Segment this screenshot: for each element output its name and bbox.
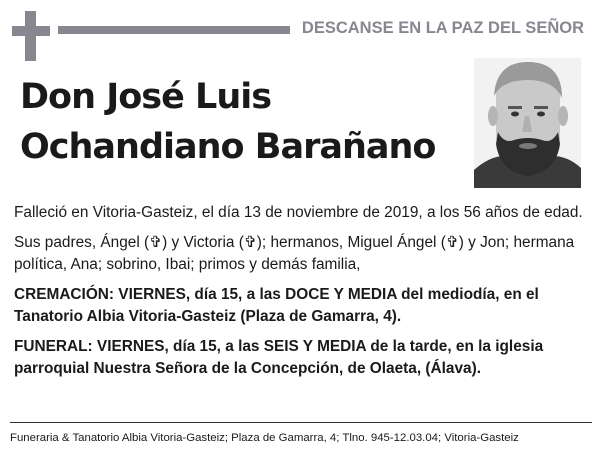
family-paragraph: Sus padres, Ángel (✞) y Victoria (✞); hermanos, Miguel Ángel (✞) y Jon; hermana política, Ana; sobrino, Ibai; primos y demás familia, <box>14 234 575 273</box>
cross-icon <box>12 11 50 61</box>
cremation-paragraph: CREMACIÓN: VIERNES, día 15, a las DOCE Y MEDIA del mediodía, en el Tanatorio Albia Vitoria-Gasteiz (Plaza de Gamarra, 4). <box>14 286 539 325</box>
header-title: DESCANSE EN LA PAZ DEL SEÑOR <box>301 19 584 37</box>
portrait-photo <box>474 58 581 188</box>
announcement-body <box>14 202 586 388</box>
death-paragraph: Falleció en Vitoria-Gasteiz, el día 13 de noviembre de 2019, a los 56 años de edad. <box>14 204 583 221</box>
name-line-1: Don José Luis <box>20 77 272 117</box>
header-bar <box>58 26 290 34</box>
funeral-paragraph: FUNERAL: VIERNES, día 15, a las SEIS Y MEDIA de la tarde, en la iglesia parroquial Nuestra Señora de la Concepción, de Olaeta, (Álava). <box>14 338 544 377</box>
footer-divider <box>10 422 592 423</box>
deceased-name <box>20 72 435 172</box>
name-line-2: Ochandiano Barañano <box>20 127 436 167</box>
footer-funeral-home: Funeraria & Tanatorio Albia Vitoria-Gasteiz; Plaza de Gamarra, 4; Tlno. 945-12.03.04; Vitoria-Gasteiz <box>10 432 519 444</box>
